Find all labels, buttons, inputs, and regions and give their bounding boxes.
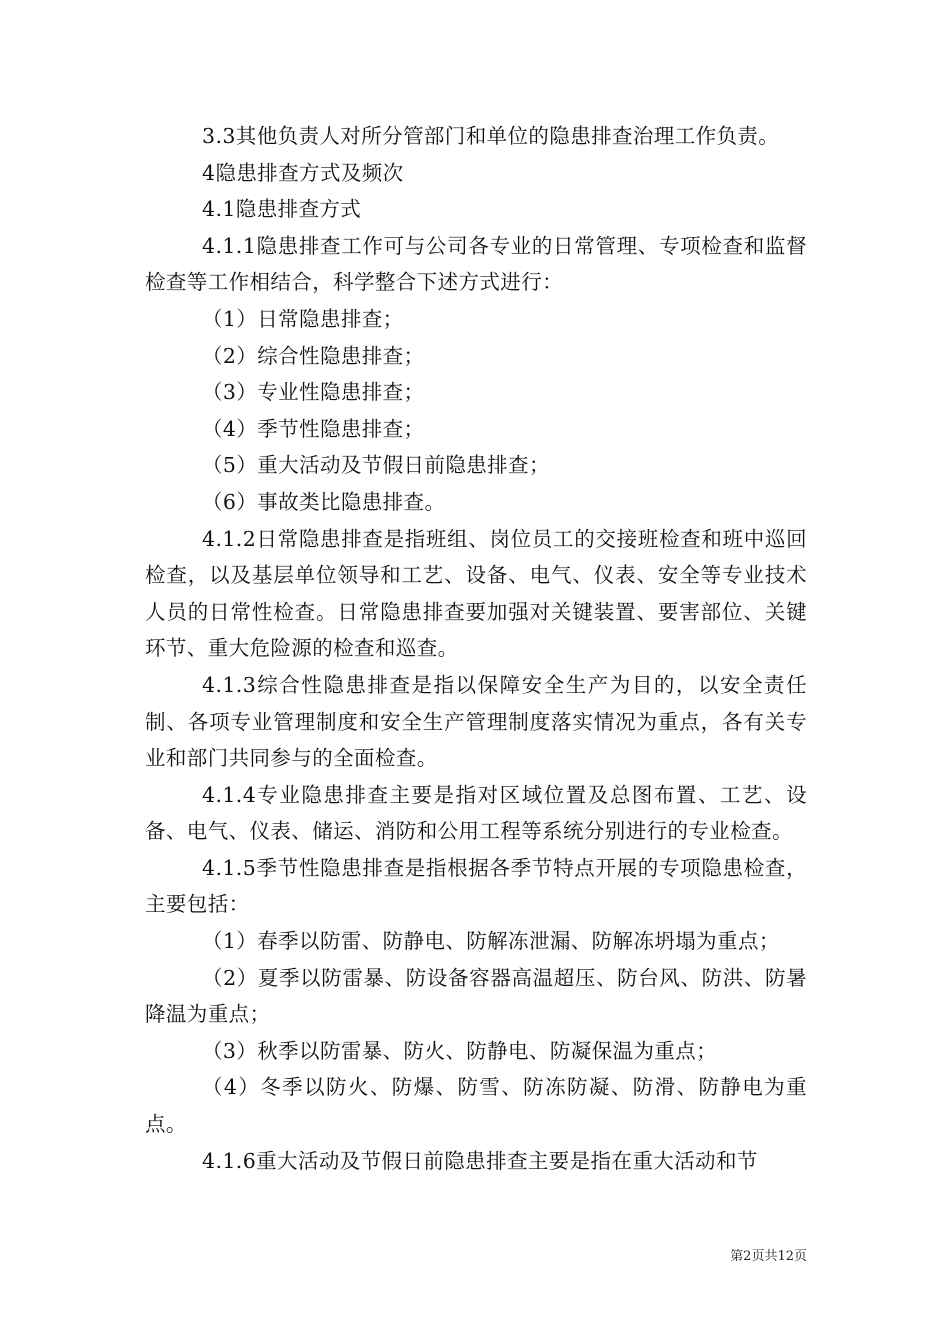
paragraph-4-1-4: 4.1.4专业隐患排查主要是指对区域位置及总图布置、工艺、设备、电气、仪表、储运、消防和公用工程等系统分别进行的专业检查。 bbox=[145, 782, 807, 844]
list-item: （2）综合性隐患排查； bbox=[202, 343, 425, 368]
list-item: （1）日常隐患排查； bbox=[202, 306, 404, 331]
list-item: （3）秋季以防雷暴、防火、防静电、防凝保温为重点； bbox=[202, 1038, 718, 1063]
list-item: （4）冬季以防火、防爆、防雪、防冻防凝、防滑、防静电为重点。 bbox=[145, 1075, 807, 1137]
heading-4: 4隐患排查方式及频次 bbox=[202, 160, 404, 185]
paragraph-4-1-6: 4.1.6重大活动及节假日前隐患排查主要是指在重大活动和节 bbox=[202, 1148, 758, 1173]
list-item: （2）夏季以防雷暴、防设备容器高温超压、防台风、防洪、防暑降温为重点； bbox=[145, 965, 807, 1027]
paragraph-4-1-5: 4.1.5季节性隐患排查是指根据各季节特点开展的专项隐患检查，主要包括： bbox=[145, 855, 807, 917]
heading-4-1: 4.1隐患排查方式 bbox=[202, 197, 362, 222]
list-item: （1）春季以防雷、防静电、防解冻泄漏、防解冻坍塌为重点； bbox=[202, 929, 780, 954]
paragraph-4-1-2: 4.1.2日常隐患排查是指班组、岗位员工的交接班检查和班中巡回检查，以及基层单位领导和工艺、设备、电气、仪表、安全等专业技术人员的日常性检查。日常隐患排查要加强对关键装置、要害部位、关键环节、重大危险源的检查和巡查。 bbox=[145, 526, 807, 661]
paragraph-3-3: 3.3其他负责人对所分管部门和单位的隐患排查治理工作负责。 bbox=[202, 124, 780, 148]
list-item: （4）季节性隐患排查； bbox=[202, 416, 425, 441]
list-item: （5）重大活动及节假日前隐患排查； bbox=[202, 453, 550, 478]
document-body bbox=[145, 118, 807, 1179]
page-number-footer: 第2页共12页 bbox=[730, 1249, 807, 1264]
paragraph-4-1-3: 4.1.3综合性隐患排查是指以保障安全生产为目的，以安全责任制、各项专业管理制度和安全生产管理制度落实情况为重点，各有关专业和部门共同参与的全面检查。 bbox=[145, 672, 807, 771]
list-item: （3）专业性隐患排查； bbox=[202, 380, 425, 405]
paragraph-4-1-1: 4.1.1隐患排查工作可与公司各专业的日常管理、专项检查和监督检查等工作相结合，科学整合下述方式进行： bbox=[145, 233, 807, 295]
list-item: （6）事故类比隐患排查。 bbox=[202, 489, 446, 514]
